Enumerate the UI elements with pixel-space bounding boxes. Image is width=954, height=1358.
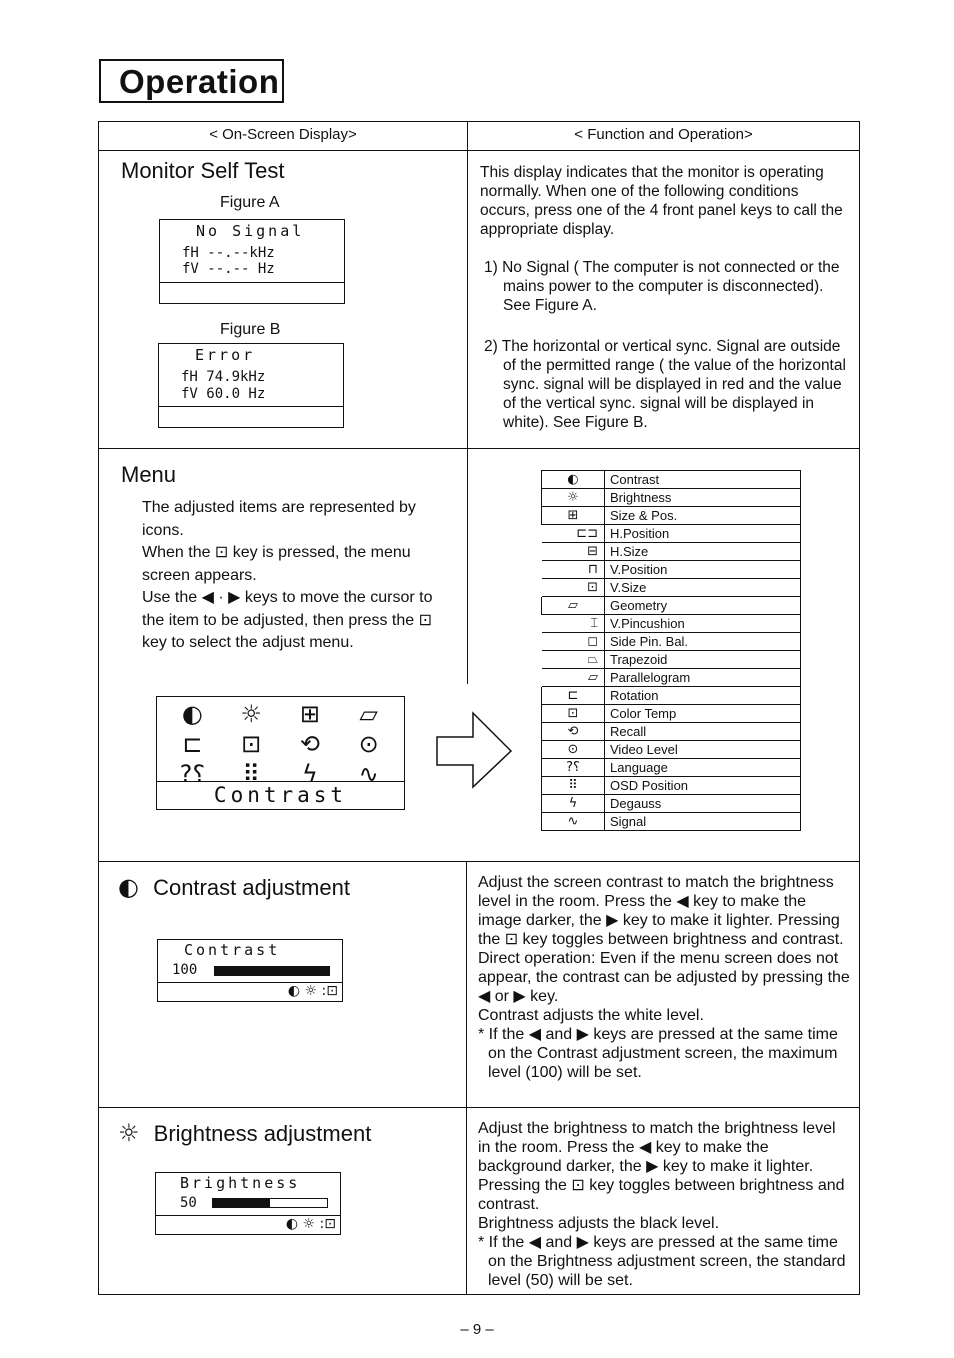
page-title-box <box>99 59 284 103</box>
menu-item-icon: ⊓ <box>542 561 605 579</box>
menu-item-icon: ⊏⊐ <box>542 525 605 543</box>
header-on-screen-display: < On-Screen Display> <box>209 126 357 143</box>
menu-desc-2: When the ⊡ key is pressed, the menu screen appears. <box>142 544 411 584</box>
osd-menu-icon: ⟲ <box>299 730 320 758</box>
self-test-title: Monitor Self Test <box>121 158 285 183</box>
self-test-item-2: 2) The horizontal or vertical sync. Signal are outside of the permitted range ( the value of the horizontal sync. signal will be displayed in red and the value of the vertical sync. signal will be displayed in white). See Figure B. <box>484 338 846 431</box>
contrast-title-row <box>118 873 350 901</box>
menu-item-row <box>542 669 801 687</box>
osd-menu-icon: ◐ <box>181 700 203 728</box>
menu-desc-3: Use the ◀ · ▶ keys to move the cursor to the item to be adjusted, then press the ⊡ key to select the adjust menu. <box>142 589 433 651</box>
figure-b-fv: fV 60.0 Hz <box>181 386 266 402</box>
menu-item-label: Size & Pos. <box>605 507 801 525</box>
contrast-text-3: Contrast adjusts the white level. <box>478 1007 704 1024</box>
figure-a-osd <box>159 219 345 304</box>
menu-osd-label: Contrast <box>213 783 348 807</box>
osd-menu-icon: ∿ <box>358 760 379 788</box>
menu-item-label: Trapezoid <box>605 651 801 669</box>
menu-item-label: Color Temp <box>605 705 801 723</box>
figure-a-osd-title: No Signal <box>196 222 305 240</box>
figure-b-osd-title: Error <box>195 346 256 364</box>
brightness-value: 50 <box>180 1195 197 1211</box>
menu-item-icon: ⊞ <box>542 507 605 525</box>
self-test-item-1: 1) No Signal ( The computer is not connected or the mains power to the computer is disconnected). See Figure A. <box>484 259 840 314</box>
page-number: – 9 – <box>460 1321 494 1338</box>
contrast-osd-title: Contrast <box>184 941 281 959</box>
menu-item-row <box>542 795 801 813</box>
menu-item-icon: ◐ <box>542 471 605 489</box>
menu-item-icon: ⏢ <box>542 651 605 669</box>
menu-item-row <box>542 633 801 651</box>
menu-osd-icon-grid <box>163 699 398 789</box>
menu-item-label: H.Position <box>605 525 801 543</box>
menu-title: Menu <box>121 462 177 487</box>
contrast-text-2: Direct operation: Even if the menu screen does not appear, the contrast can be adjusted by pressing the ◀ or ▶ key. <box>478 950 850 1005</box>
menu-item-label: Video Level <box>605 741 801 759</box>
menu-item-row <box>542 489 801 507</box>
brightness-description <box>478 1119 852 1290</box>
menu-item-icon: ⊟ <box>542 543 605 561</box>
osd-menu-icon: ϟ <box>301 760 318 788</box>
menu-item-row <box>542 723 801 741</box>
menu-osd <box>156 696 405 810</box>
contrast-value: 100 <box>172 962 198 978</box>
menu-item-row <box>542 651 801 669</box>
menu-item-icon: ▱ <box>542 669 605 687</box>
menu-item-label: V.Size <box>605 579 801 597</box>
menu-items-table <box>541 470 801 831</box>
menu-item-label: Parallelogram <box>605 669 801 687</box>
contrast-osd <box>157 939 343 1002</box>
menu-item-icon: ⟲ <box>542 723 605 741</box>
contrast-title: Contrast adjustment <box>153 875 350 900</box>
brightness-text-2: Brightness adjusts the black level. <box>478 1215 720 1232</box>
brightness-level-bar <box>212 1198 328 1208</box>
header-function-operation: < Function and Operation> <box>574 126 753 143</box>
arrow-right-icon <box>435 710 515 790</box>
menu-item-row <box>542 759 801 777</box>
osd-menu-icon: ⊙ <box>358 730 379 758</box>
contrast-osd-footer: ◐ ☼ :⊡ <box>287 983 338 999</box>
osd-menu-icon: ⊞ <box>299 700 320 728</box>
menu-item-row <box>542 471 801 489</box>
menu-item-icon: ?⸮ <box>542 759 605 777</box>
self-test-description <box>480 163 852 432</box>
brightness-osd-title: Brightness <box>180 1174 301 1192</box>
brightness-title-row <box>118 1119 371 1147</box>
contrast-text-4: * If the ◀ and ▶ keys are pressed at the same time on the Contrast adjustment screen, the maximum level (100) will be set. <box>478 1026 838 1081</box>
contrast-icon: ◐ <box>118 873 139 901</box>
self-test-intro: This display indicates that the monitor is operating normally. When one of the following conditions occurs, press one of the 4 front panel keys to call the appropriate display. <box>480 164 843 238</box>
menu-item-icon: ⊙ <box>542 741 605 759</box>
menu-item-icon: ☼ <box>542 489 605 507</box>
menu-item-label: V.Pincushion <box>605 615 801 633</box>
menu-item-label: Rotation <box>605 687 801 705</box>
menu-item-label: Degauss <box>605 795 801 813</box>
menu-item-label: Contrast <box>605 471 801 489</box>
menu-item-icon: ⊡ <box>542 705 605 723</box>
menu-item-row <box>542 813 801 831</box>
menu-item-row <box>542 561 801 579</box>
menu-item-icon: ⠿ <box>542 777 605 795</box>
menu-item-label: V.Position <box>605 561 801 579</box>
osd-menu-icon: ?⸮ <box>179 760 206 788</box>
menu-item-row <box>542 507 801 525</box>
menu-item-row <box>542 705 801 723</box>
figure-b-caption: Figure B <box>220 321 281 338</box>
menu-item-label: OSD Position <box>605 777 801 795</box>
menu-item-row <box>542 579 801 597</box>
menu-item-icon: ⌶ <box>542 615 605 633</box>
figure-a-fh: fH --.--kHz <box>182 245 275 261</box>
brightness-text-3: * If the ◀ and ▶ keys are pressed at the same time on the Brightness adjustment screen, the standard level (50) will be set. <box>478 1234 846 1289</box>
menu-item-label: Signal <box>605 813 801 831</box>
menu-item-row <box>542 741 801 759</box>
figure-b-fh: fH 74.9kHz <box>181 369 266 385</box>
figure-a-fv: fV --.-- Hz <box>182 261 275 277</box>
menu-item-label: Language <box>605 759 801 777</box>
brightness-icon: ☼ <box>118 1119 140 1147</box>
menu-desc-1: The adjusted items are represented by icons. <box>142 499 416 539</box>
contrast-description <box>478 873 852 1082</box>
brightness-osd <box>155 1172 341 1235</box>
menu-item-label: Recall <box>605 723 801 741</box>
brightness-osd-footer: ◐ ☼ :⊡ <box>285 1216 336 1232</box>
contrast-text-1: Adjust the screen contrast to match the brightness level in the room. Press the ◀ key to make the image darker, the ▶ key to make it lighter. Pressing the ⊡ key toggles between brightness and contrast. <box>478 874 844 948</box>
menu-item-icon: ▱ <box>542 597 605 615</box>
menu-item-icon: ⊏ <box>542 687 605 705</box>
osd-menu-icon: ⊡ <box>241 730 262 758</box>
contrast-level-bar <box>214 966 330 976</box>
menu-item-row <box>542 525 801 543</box>
page-title: Operation <box>119 63 280 100</box>
figure-b-osd <box>158 343 344 428</box>
menu-item-row <box>542 597 801 615</box>
menu-item-label: Geometry <box>605 597 801 615</box>
figure-a-caption: Figure A <box>220 194 280 211</box>
menu-item-label: H.Size <box>605 543 801 561</box>
osd-menu-icon: ☼ <box>240 700 262 728</box>
osd-menu-icon: ⊏ <box>182 730 203 758</box>
menu-item-label: Side Pin. Bal. <box>605 633 801 651</box>
menu-item-row <box>542 687 801 705</box>
menu-item-row <box>542 615 801 633</box>
menu-item-icon: ◻ <box>542 633 605 651</box>
menu-item-icon: ∿ <box>542 813 605 831</box>
menu-item-icon: ϟ <box>542 795 605 813</box>
brightness-text-1: Adjust the brightness to match the brightness level in the room. Press the ◀ key to make the background darker, the ▶ key to make it lighter. Pressing the ⊡ key toggles between brightness and contrast. <box>478 1120 845 1213</box>
menu-item-row <box>542 543 801 561</box>
menu-item-label: Brightness <box>605 489 801 507</box>
menu-item-row <box>542 777 801 795</box>
osd-menu-icon: ⠿ <box>242 760 260 788</box>
osd-menu-icon: ▱ <box>359 700 378 728</box>
brightness-title: Brightness adjustment <box>153 1121 372 1146</box>
menu-item-icon: ⊡ <box>542 579 605 597</box>
menu-description <box>142 497 447 655</box>
